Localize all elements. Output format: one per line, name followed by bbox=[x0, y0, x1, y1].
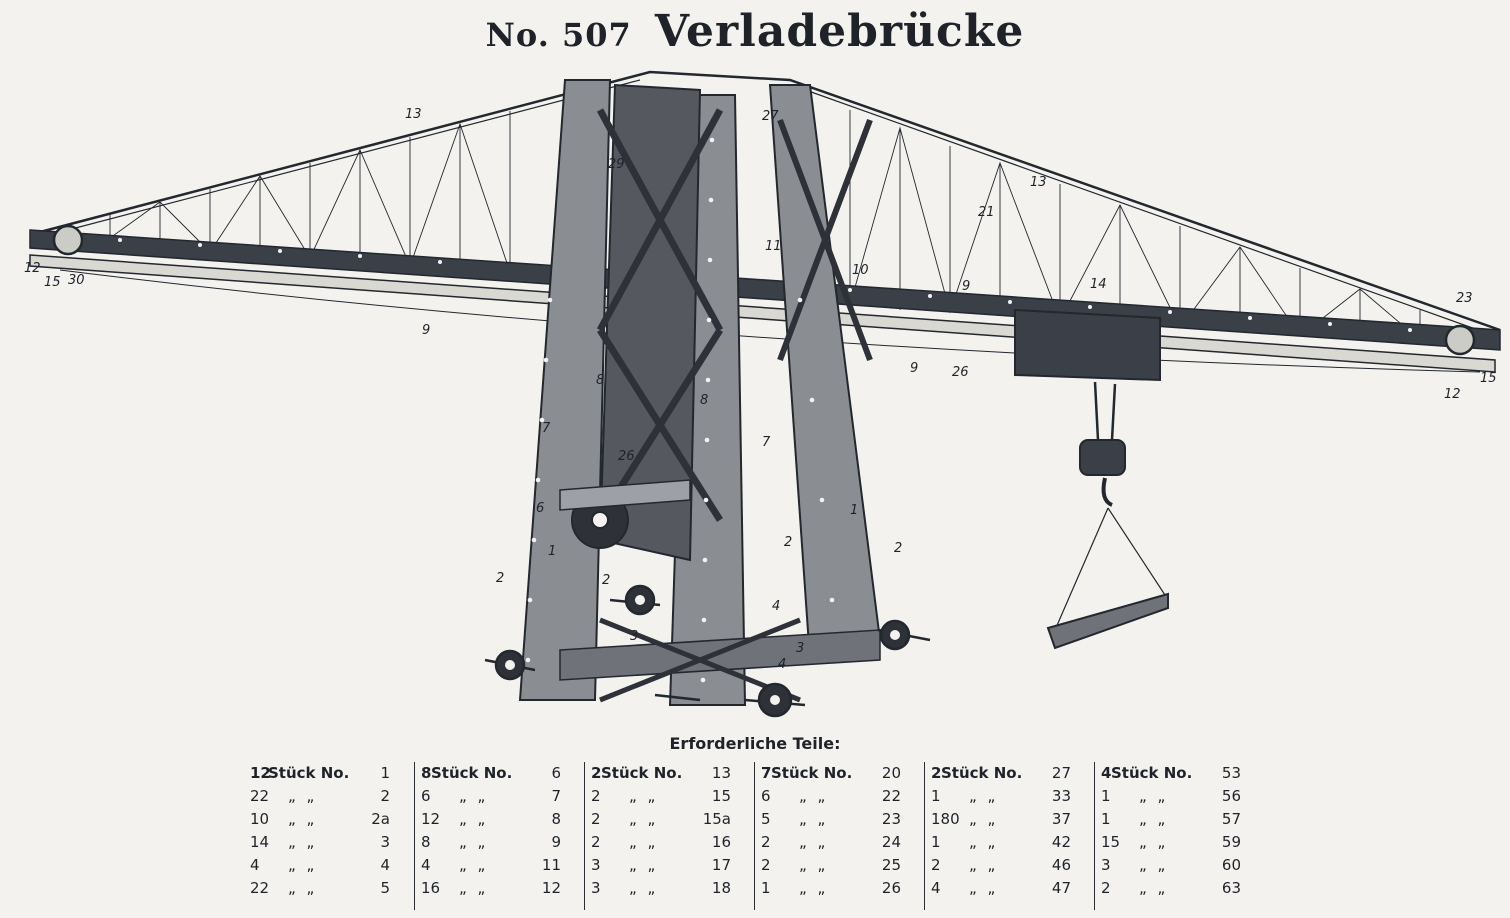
callout-13a: 13 bbox=[405, 107, 422, 122]
callout-10: 10 bbox=[852, 263, 869, 278]
parts-row bbox=[244, 764, 414, 786]
callout-3a: 3 bbox=[630, 629, 639, 644]
ditto-mark: „ „ bbox=[288, 810, 318, 828]
parts-column bbox=[414, 762, 585, 910]
parts-column bbox=[754, 762, 925, 910]
part-number: 6 bbox=[551, 764, 561, 782]
parts-row bbox=[1095, 856, 1265, 878]
part-quantity: 2 bbox=[931, 856, 941, 874]
ditto-mark: „ „ bbox=[969, 787, 999, 805]
callout-9b: 9 bbox=[962, 279, 971, 294]
parts-row bbox=[244, 787, 414, 809]
callout-4b: 4 bbox=[778, 657, 787, 672]
part-quantity: 2 bbox=[591, 833, 601, 851]
part-unit-label: Stück No. bbox=[431, 764, 513, 782]
callout-26b: 26 bbox=[618, 449, 635, 464]
part-quantity: 1 bbox=[761, 879, 771, 897]
ditto-mark: „ „ bbox=[1139, 879, 1169, 897]
ditto-mark: „ „ bbox=[799, 810, 829, 828]
callout-2c: 2 bbox=[784, 535, 793, 550]
parts-heading: Erforderliche Teile: bbox=[669, 734, 841, 753]
part-quantity: 3 bbox=[591, 879, 601, 897]
parts-row bbox=[755, 787, 925, 809]
part-quantity: 3 bbox=[591, 856, 601, 874]
part-number: 59 bbox=[1221, 833, 1241, 851]
part-number: 4 bbox=[380, 856, 390, 874]
callout-27: 27 bbox=[762, 109, 779, 124]
ditto-mark: „ „ bbox=[288, 833, 318, 851]
part-number: 37 bbox=[1051, 810, 1071, 828]
parts-row bbox=[415, 856, 585, 878]
part-number: 11 bbox=[541, 856, 561, 874]
parts-row bbox=[1095, 833, 1265, 855]
parts-row bbox=[925, 764, 1095, 786]
parts-row bbox=[585, 787, 755, 809]
parts-row bbox=[1095, 810, 1265, 832]
ditto-mark: „ „ bbox=[799, 879, 829, 897]
callout-1b: 1 bbox=[850, 503, 859, 518]
parts-row bbox=[1095, 764, 1265, 786]
ditto-mark: „ „ bbox=[459, 810, 489, 828]
callout-21: 21 bbox=[978, 205, 995, 220]
ditto-mark: „ „ bbox=[799, 787, 829, 805]
part-quantity: 4 bbox=[250, 856, 260, 874]
callout-29: 29 bbox=[608, 157, 625, 172]
parts-row bbox=[585, 833, 755, 855]
callout-1a: 1 bbox=[548, 544, 557, 559]
parts-row bbox=[925, 810, 1095, 832]
ditto-mark: „ „ bbox=[1139, 810, 1169, 828]
callout-13b: 13 bbox=[1030, 175, 1047, 190]
part-number: 22 bbox=[881, 787, 901, 805]
part-quantity: 1 bbox=[1101, 787, 1111, 805]
part-number: 46 bbox=[1051, 856, 1071, 874]
parts-column bbox=[584, 762, 755, 910]
trolley bbox=[1015, 310, 1160, 380]
part-number: 26 bbox=[881, 879, 901, 897]
part-quantity: 15 bbox=[1101, 833, 1121, 851]
ditto-mark: „ „ bbox=[969, 810, 999, 828]
part-number: 12 bbox=[541, 879, 561, 897]
ditto-mark: „ „ bbox=[969, 856, 999, 874]
part-number: 8 bbox=[551, 810, 561, 828]
ditto-mark: „ „ bbox=[1139, 787, 1169, 805]
part-number: 7 bbox=[551, 787, 561, 805]
part-quantity: 22 bbox=[250, 787, 270, 805]
part-number: 2a bbox=[371, 810, 390, 828]
callout-4a: 4 bbox=[772, 599, 781, 614]
callout-2a: 2 bbox=[496, 571, 505, 586]
part-number: 42 bbox=[1051, 833, 1071, 851]
part-quantity: 16 bbox=[421, 879, 441, 897]
parts-row bbox=[1095, 787, 1265, 809]
part-quantity: 12 bbox=[250, 764, 271, 782]
part-number: 13 bbox=[711, 764, 731, 782]
left-tower-leg bbox=[520, 80, 610, 700]
callout-14: 14 bbox=[1090, 277, 1107, 292]
part-quantity: 14 bbox=[250, 833, 270, 851]
part-number: 3 bbox=[380, 833, 390, 851]
ditto-mark: „ „ bbox=[629, 833, 659, 851]
ditto-mark: „ „ bbox=[459, 787, 489, 805]
part-number: 25 bbox=[881, 856, 901, 874]
parts-row bbox=[925, 833, 1095, 855]
callout-15b: 15 bbox=[1480, 371, 1497, 386]
callout-9c: 9 bbox=[910, 361, 919, 376]
parts-column bbox=[1094, 762, 1265, 910]
part-number: 15a bbox=[702, 810, 731, 828]
ditto-mark: „ „ bbox=[629, 879, 659, 897]
parts-row bbox=[755, 764, 925, 786]
part-number: 5 bbox=[380, 879, 390, 897]
callout-23: 23 bbox=[1456, 291, 1473, 306]
part-quantity: 4 bbox=[1101, 764, 1112, 782]
part-unit-label: Stück No. bbox=[771, 764, 853, 782]
part-quantity: 180 bbox=[931, 810, 960, 828]
part-quantity: 8 bbox=[421, 764, 432, 782]
parts-row bbox=[755, 810, 925, 832]
callout-12a: 12 bbox=[24, 261, 41, 276]
ditto-mark: „ „ bbox=[969, 833, 999, 851]
ditto-mark: „ „ bbox=[288, 787, 318, 805]
part-quantity: 2 bbox=[761, 856, 771, 874]
part-quantity: 1 bbox=[931, 787, 941, 805]
part-number: 27 bbox=[1051, 764, 1071, 782]
ditto-mark: „ „ bbox=[1139, 856, 1169, 874]
callout-8b: 8 bbox=[700, 393, 709, 408]
callout-8a: 8 bbox=[596, 373, 605, 388]
parts-row bbox=[415, 764, 585, 786]
part-number: 23 bbox=[881, 810, 901, 828]
part-quantity: 6 bbox=[761, 787, 771, 805]
part-unit-label: Stück No. bbox=[601, 764, 683, 782]
ditto-mark: „ „ bbox=[288, 879, 318, 897]
right-tower-leg bbox=[770, 85, 880, 660]
callout-26a: 26 bbox=[952, 365, 969, 380]
ditto-mark: „ „ bbox=[629, 810, 659, 828]
callout-6: 6 bbox=[536, 501, 545, 516]
model-number: No. 507 bbox=[485, 16, 632, 54]
part-quantity: 8 bbox=[421, 833, 431, 851]
part-quantity: 1 bbox=[1101, 810, 1111, 828]
part-quantity: 2 bbox=[761, 833, 771, 851]
part-quantity: 3 bbox=[1101, 856, 1111, 874]
ditto-mark: „ „ bbox=[459, 879, 489, 897]
parts-row bbox=[244, 856, 414, 878]
parts-row bbox=[925, 856, 1095, 878]
part-unit-label: Stück No. bbox=[1111, 764, 1193, 782]
callout-11: 11 bbox=[765, 239, 782, 254]
part-quantity: 7 bbox=[761, 764, 772, 782]
parts-row bbox=[415, 810, 585, 832]
callout-15a: 15 bbox=[44, 275, 61, 290]
part-number: 53 bbox=[1221, 764, 1241, 782]
part-quantity: 12 bbox=[421, 810, 441, 828]
parts-row bbox=[244, 879, 414, 901]
part-quantity: 4 bbox=[931, 879, 941, 897]
part-quantity: 2 bbox=[591, 787, 601, 805]
parts-row bbox=[755, 856, 925, 878]
part-number: 1 bbox=[380, 764, 390, 782]
parts-row bbox=[415, 787, 585, 809]
part-number: 2 bbox=[380, 787, 390, 805]
parts-row bbox=[585, 764, 755, 786]
part-quantity: 22 bbox=[250, 879, 270, 897]
ditto-mark: „ „ bbox=[629, 856, 659, 874]
callout-9a: 9 bbox=[422, 323, 431, 338]
callout-7b: 7 bbox=[762, 435, 771, 450]
part-quantity: 2 bbox=[591, 764, 602, 782]
parts-row bbox=[585, 810, 755, 832]
ditto-mark: „ „ bbox=[799, 833, 829, 851]
part-quantity: 6 bbox=[421, 787, 431, 805]
parts-row bbox=[415, 879, 585, 901]
part-number: 57 bbox=[1221, 810, 1241, 828]
parts-row bbox=[925, 879, 1095, 901]
ditto-mark: „ „ bbox=[969, 879, 999, 897]
parts-row bbox=[755, 879, 925, 901]
part-quantity: 10 bbox=[250, 810, 270, 828]
ditto-mark: „ „ bbox=[629, 787, 659, 805]
callout-12b: 12 bbox=[1444, 387, 1461, 402]
part-number: 24 bbox=[881, 833, 901, 851]
ditto-mark: „ „ bbox=[459, 833, 489, 851]
part-number: 20 bbox=[881, 764, 901, 782]
part-quantity: 2 bbox=[931, 764, 942, 782]
part-quantity: 5 bbox=[761, 810, 771, 828]
load-platform bbox=[1048, 594, 1168, 648]
part-unit-label: Stück No. bbox=[941, 764, 1023, 782]
callout-7a: 7 bbox=[542, 421, 551, 436]
part-number: 18 bbox=[711, 879, 731, 897]
part-number: 56 bbox=[1221, 787, 1241, 805]
callout-2d: 2 bbox=[894, 541, 903, 556]
part-number: 15 bbox=[711, 787, 731, 805]
parts-row bbox=[244, 833, 414, 855]
part-number: 63 bbox=[1221, 879, 1241, 897]
part-number: 33 bbox=[1051, 787, 1071, 805]
part-number: 9 bbox=[551, 833, 561, 851]
model-name: Verladebrücke bbox=[654, 6, 1025, 57]
parts-row bbox=[585, 856, 755, 878]
parts-column bbox=[244, 762, 414, 910]
parts-row bbox=[244, 810, 414, 832]
part-quantity: 2 bbox=[1101, 879, 1111, 897]
ditto-mark: „ „ bbox=[1139, 833, 1169, 851]
callout-2b: 2 bbox=[602, 573, 611, 588]
parts-row bbox=[585, 879, 755, 901]
parts-row bbox=[925, 787, 1095, 809]
part-number: 16 bbox=[711, 833, 731, 851]
part-quantity: 1 bbox=[931, 833, 941, 851]
part-quantity: 2 bbox=[591, 810, 601, 828]
parts-row bbox=[415, 833, 585, 855]
part-number: 60 bbox=[1221, 856, 1241, 874]
part-number: 17 bbox=[711, 856, 731, 874]
callout-30: 30 bbox=[68, 273, 85, 288]
parts-row bbox=[1095, 879, 1265, 901]
callout-3b: 3 bbox=[796, 641, 805, 656]
ditto-mark: „ „ bbox=[288, 856, 318, 874]
ditto-mark: „ „ bbox=[799, 856, 829, 874]
part-unit-label: Stück No. bbox=[268, 764, 350, 782]
part-number: 47 bbox=[1051, 879, 1071, 897]
part-quantity: 4 bbox=[421, 856, 431, 874]
ditto-mark: „ „ bbox=[459, 856, 489, 874]
parts-row bbox=[755, 833, 925, 855]
parts-column bbox=[924, 762, 1095, 910]
